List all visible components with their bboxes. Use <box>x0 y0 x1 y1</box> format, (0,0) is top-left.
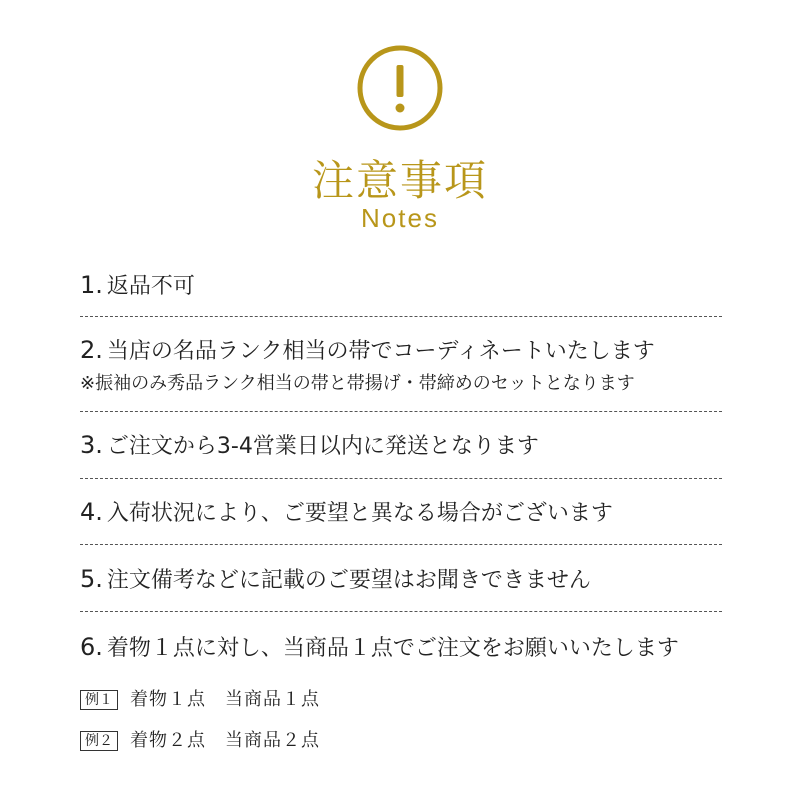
example-1 <box>80 688 320 712</box>
note-item-3 <box>80 430 730 462</box>
divider <box>80 611 722 612</box>
note-text: 着物１点に対し、当商品１点でご注文をお願いいたします <box>106 636 679 661</box>
example-text: 着物２点 当商品２点 <box>130 730 320 751</box>
note-text: 当店の名品ランク相当の帯でコーディネートいたします <box>106 339 655 364</box>
example-badge: 例２ <box>80 731 118 751</box>
note-item-2 <box>80 335 730 367</box>
note-text: ご注文から3-4営業日以内に発送となります <box>106 434 539 459</box>
example-2 <box>80 729 320 753</box>
note-number: 2. <box>80 336 103 364</box>
note-item-6 <box>80 632 730 664</box>
note-number: 6. <box>80 633 103 661</box>
note-number: 4. <box>80 498 103 526</box>
note-number: 1. <box>80 271 103 299</box>
example-text: 着物１点 当商品１点 <box>130 689 320 710</box>
page-title: 注意事項 <box>311 156 488 205</box>
divider <box>80 411 722 412</box>
note-subtext: ※振袖のみ秀品ランク相当の帯と帯揚げ・帯締めのセットとなります <box>80 373 635 394</box>
divider <box>80 478 722 479</box>
note-number: 3. <box>80 431 103 459</box>
note-text: 注文備考などに記載のご要望はお聞きできません <box>106 568 591 593</box>
note-text: 返品不可 <box>106 274 195 299</box>
note-item-1 <box>80 270 730 302</box>
divider <box>80 544 722 545</box>
note-text: 入荷状況により、ご要望と異なる場合がございます <box>106 501 613 526</box>
example-badge: 例１ <box>80 690 118 710</box>
note-number: 5. <box>80 565 103 593</box>
note-item-4 <box>80 497 730 529</box>
divider <box>80 316 722 317</box>
note-item-5 <box>80 564 730 596</box>
exclamation-circle-icon <box>357 45 443 131</box>
page-subtitle: Notes <box>361 203 439 233</box>
